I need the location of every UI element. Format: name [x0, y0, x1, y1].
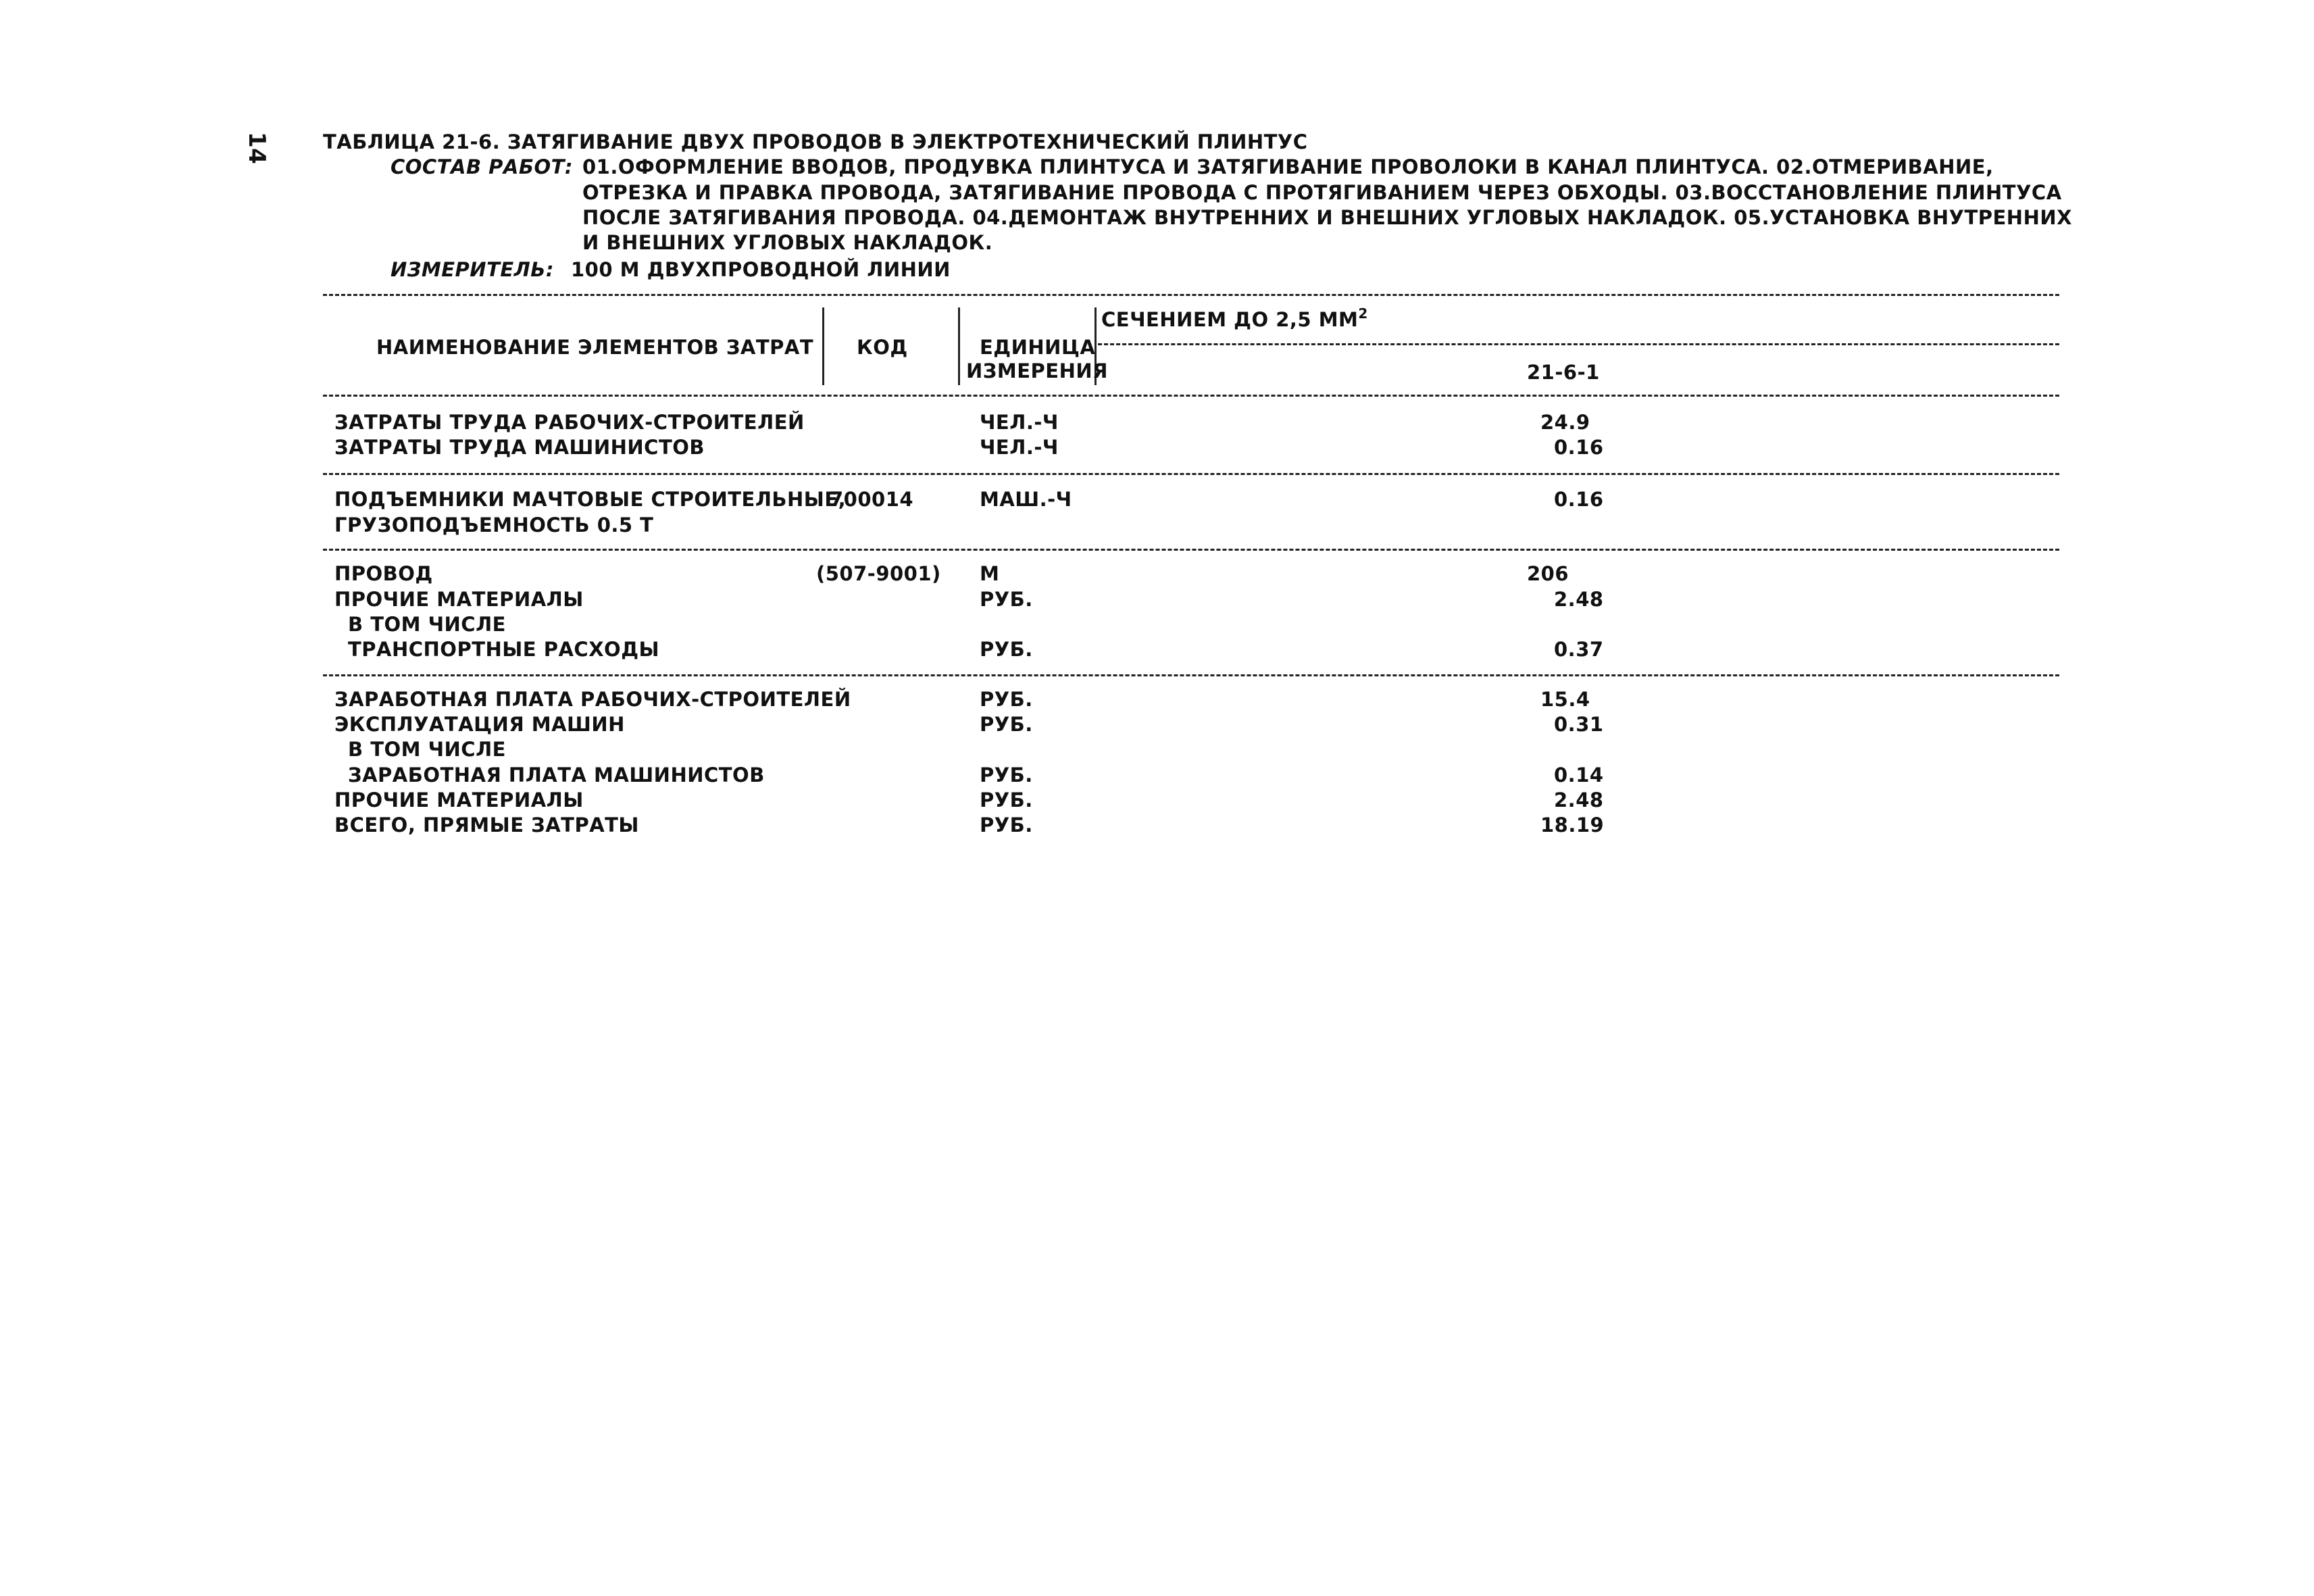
group-rule: [323, 549, 2059, 551]
row-unit: РУБ.: [980, 764, 1033, 787]
row-name: ПРОВОД: [334, 562, 433, 585]
header-section: [1101, 305, 1368, 333]
row-unit: ЧЕЛ.-Ч: [980, 411, 1059, 434]
row-name: ПОДЪЕМНИКИ МАЧТОВЫЕ СТРОИТЕЛЬНЫЕ,: [334, 488, 847, 511]
header-unit-line2: ИЗМЕРЕНИЯ: [966, 359, 1108, 382]
row-value: 0.37: [1554, 638, 1604, 661]
measure-value: 100 М ДВУХПРОВОДНОЙ ЛИНИИ: [571, 258, 951, 281]
row-name: ЗАТРАТЫ ТРУДА РАБОЧИХ-СТРОИТЕЛЕЙ: [334, 411, 805, 434]
row-value: 0.16: [1554, 436, 1604, 459]
header-name: НАИМЕНОВАНИЕ ЭЛЕМЕНТОВ ЗАТРАТ: [376, 336, 814, 359]
row-unit: РУБ.: [980, 789, 1033, 812]
row-value: 0.31: [1554, 713, 1604, 736]
row-name: ЗАРАБОТНАЯ ПЛАТА РАБОЧИХ-СТРОИТЕЛЕЙ: [334, 688, 851, 711]
row-unit: РУБ.: [980, 638, 1033, 661]
row-value: 206: [1527, 562, 1569, 585]
row-name: В ТОМ ЧИСЛЕ: [348, 613, 506, 636]
row-unit: РУБ.: [980, 814, 1033, 837]
row-unit: МАШ.-Ч: [980, 488, 1072, 511]
composition-label: СОСТАВ РАБОТ:: [391, 155, 573, 178]
row-value: 2.48: [1554, 588, 1604, 611]
row-name: ЗАРАБОТНАЯ ПЛАТА МАШИНИСТОВ: [348, 764, 765, 787]
composition-line: ОТРЕЗКА И ПРАВКА ПРОВОДА, ЗАТЯГИВАНИЕ ПРОВОДА С ПРОТЯГИВАНИЕМ ЧЕРЕЗ ОБХОДЫ. 03.ВОССТАНОВЛЕНИЕ ПЛИНТУСА: [582, 181, 2062, 204]
row-value: 2.48: [1554, 789, 1604, 812]
header-top-rule: [323, 294, 2059, 296]
table-title: ТАБЛИЦА 21-6. ЗАТЯГИВАНИЕ ДВУХ ПРОВОДОВ В ЭЛЕКТРОТЕХНИЧЕСКИЙ ПЛИНТУС: [323, 130, 1308, 153]
composition-line: ПОСЛЕ ЗАТЯГИВАНИЯ ПРОВОДА. 04.ДЕМОНТАЖ ВНУТРЕННИХ И ВНЕШНИХ УГЛОВЫХ НАКЛАДОК. 05.УСТАНОВКА ВНУТРЕННИХ: [582, 206, 2072, 229]
header-divider: [958, 307, 960, 385]
row-unit: ЧЕЛ.-Ч: [980, 436, 1059, 459]
header-norm-code: 21-6-1: [1527, 361, 1600, 384]
row-value: 18.19: [1540, 814, 1605, 837]
row-name: ЗАТРАТЫ ТРУДА МАШИНИСТОВ: [334, 436, 705, 459]
group-rule: [323, 674, 2059, 676]
row-unit: РУБ.: [980, 713, 1033, 736]
row-name: ВСЕГО, ПРЯМЫЕ ЗАТРАТЫ: [334, 814, 639, 837]
row-unit: РУБ.: [980, 688, 1033, 711]
row-unit: РУБ.: [980, 588, 1033, 611]
header-mid-rule: [1098, 343, 2059, 345]
header-section-sup: 2: [1358, 305, 1368, 322]
header-bottom-rule: [323, 395, 2059, 397]
row-value: 0.14: [1554, 764, 1604, 787]
group-rule: [323, 473, 2059, 475]
header-unit-line1: ЕДИНИЦА: [980, 336, 1096, 359]
row-name: В ТОМ ЧИСЛЕ: [348, 738, 506, 761]
composition-line: И ВНЕШНИХ УГЛОВЫХ НАКЛАДОК.: [582, 231, 993, 254]
header-code: КОД: [857, 336, 908, 359]
row-value: 24.9: [1540, 411, 1590, 434]
measure-label: ИЗМЕРИТЕЛЬ:: [391, 258, 554, 281]
page-number: 14: [243, 132, 270, 165]
row-name: ЭКСПЛУАТАЦИЯ МАШИН: [334, 713, 625, 736]
header-section-text: СЕЧЕНИЕМ ДО 2,5 ММ: [1101, 308, 1359, 331]
row-code: (507-9001): [816, 562, 941, 585]
row-name: ПРОЧИЕ МАТЕРИАЛЫ: [334, 588, 584, 611]
row-code: 700014: [830, 488, 914, 511]
row-name: ПРОЧИЕ МАТЕРИАЛЫ: [334, 789, 584, 812]
row-name: ТРАНСПОРТНЫЕ РАСХОДЫ: [348, 638, 660, 661]
composition-line: 01.ОФОРМЛЕНИЕ ВВОДОВ, ПРОДУВКА ПЛИНТУСА И ЗАТЯГИВАНИЕ ПРОВОЛОКИ В КАНАЛ ПЛИНТУСА. 02.ОТМЕРИВАНИЕ,: [582, 155, 1994, 178]
row-name: ГРУЗОПОДЪЕМНОСТЬ 0.5 Т: [334, 514, 654, 537]
row-value: 0.16: [1554, 488, 1604, 511]
row-unit: М: [980, 562, 1000, 585]
row-value: 15.4: [1540, 688, 1590, 711]
header-divider: [822, 307, 824, 385]
